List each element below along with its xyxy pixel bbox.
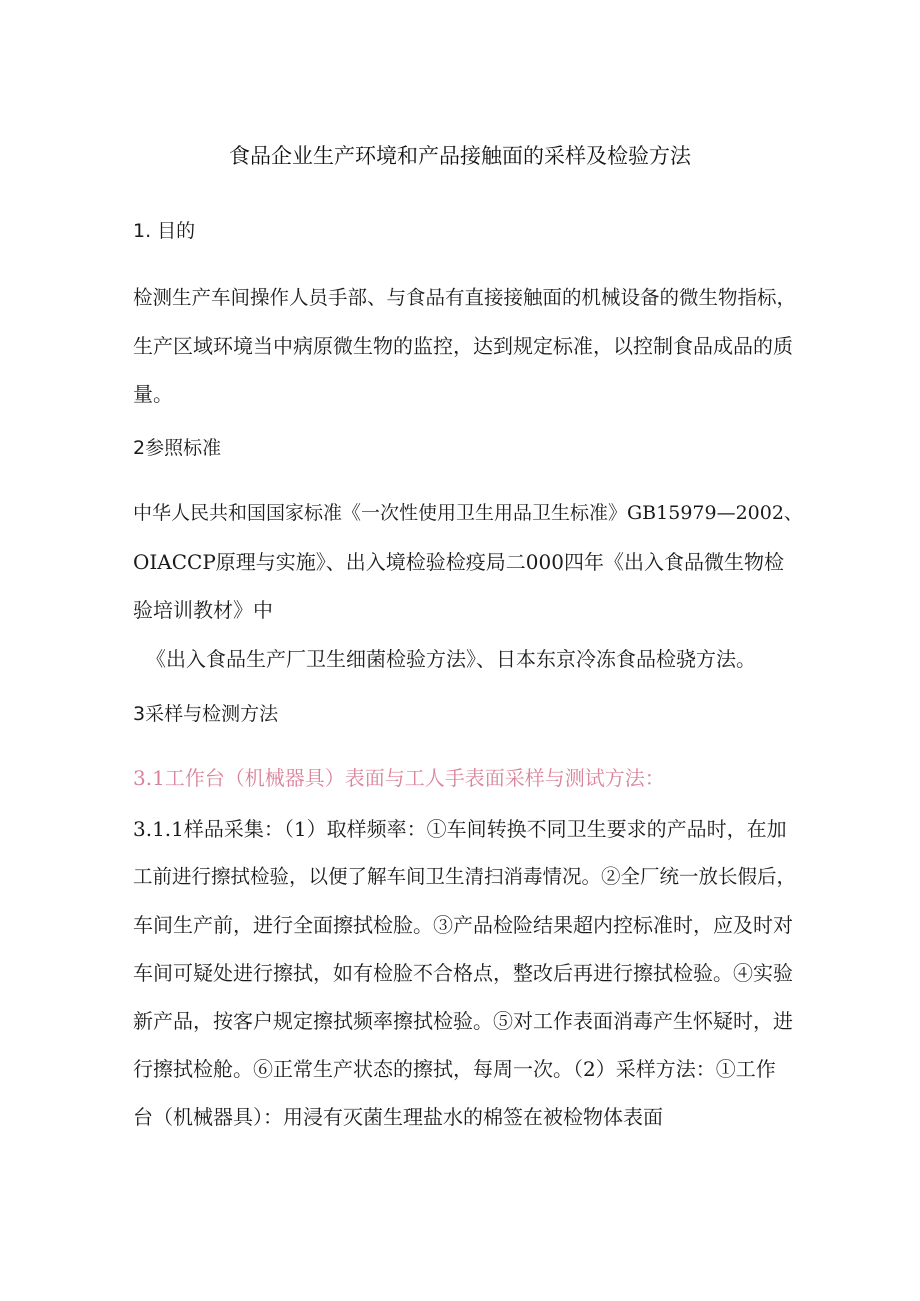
section-2-line: 中华人民共和国国家标准《一次性使用卫生用品卫生标准》GB15979—2002、 <box>133 502 803 524</box>
section-2-line: 验培训教材》中 <box>133 598 273 622</box>
section-1-line: 量。 <box>133 382 173 406</box>
section-3-1-1-line: 新产品，按客户规定擦拭频率擦拭检验。⑤对工作表面消毒产生怀疑时，进 <box>133 1009 793 1033</box>
section-1-line: 检测生产车间操作人员手部、与食品有直接接触面的机械设备的微生物指标， <box>133 286 797 309</box>
section-3-1-1-line: 台（机械器具）：用浸有灭菌生理盐水的棉签在被检物体表面 <box>133 1105 663 1129</box>
section-2-line: OIACCP原理与实施》、出入境检验检疫局二000四年《出入食品微生物检 <box>133 550 784 574</box>
section-3-1-1-line: 车间可疑处进行擦拭，如有检脸不合格点，整改后再进行擦拭检验。④实验 <box>133 961 793 985</box>
section-1-heading: 1. 目的 <box>133 220 196 242</box>
document-title: 食品企业生产环境和产品接触面的采样及检验方法 <box>229 144 691 168</box>
section-2-line: 《出入食品生产厂卫生细菌检验方法》、日本东京冷冻食品检骁方法。 <box>146 647 756 671</box>
section-3-1-1-line: 工前进行擦拭检验，以便了解车间卫生清扫消毒情况。②全厂统一放长假后， <box>133 865 797 888</box>
section-3-1-1-line: 车间生产前，进行全面擦拭检脸。③产品检险结果超内控标准时，应及时对 <box>133 913 793 937</box>
section-2-heading: 2参照标准 <box>133 437 222 459</box>
section-3-heading: 3采样与检测方法 <box>133 703 279 725</box>
section-3-1-heading: 3.1工作台（机械器具）表面与工人手表面采样与测试方法： <box>133 766 665 790</box>
section-1-line: 生产区域环境当中病原微生物的监控，达到规定标准，以控制食品成品的质 <box>133 334 793 358</box>
section-3-1-1-line: 3.1.1样品采集：（1）取样频率：①车间转换不同卫生要求的产品时，在加 <box>133 817 787 841</box>
section-3-1-1-line: 行擦拭检舱。⑥正常生产状态的擦拭，每周一次。（2）采样方法：①工作 <box>133 1057 776 1081</box>
